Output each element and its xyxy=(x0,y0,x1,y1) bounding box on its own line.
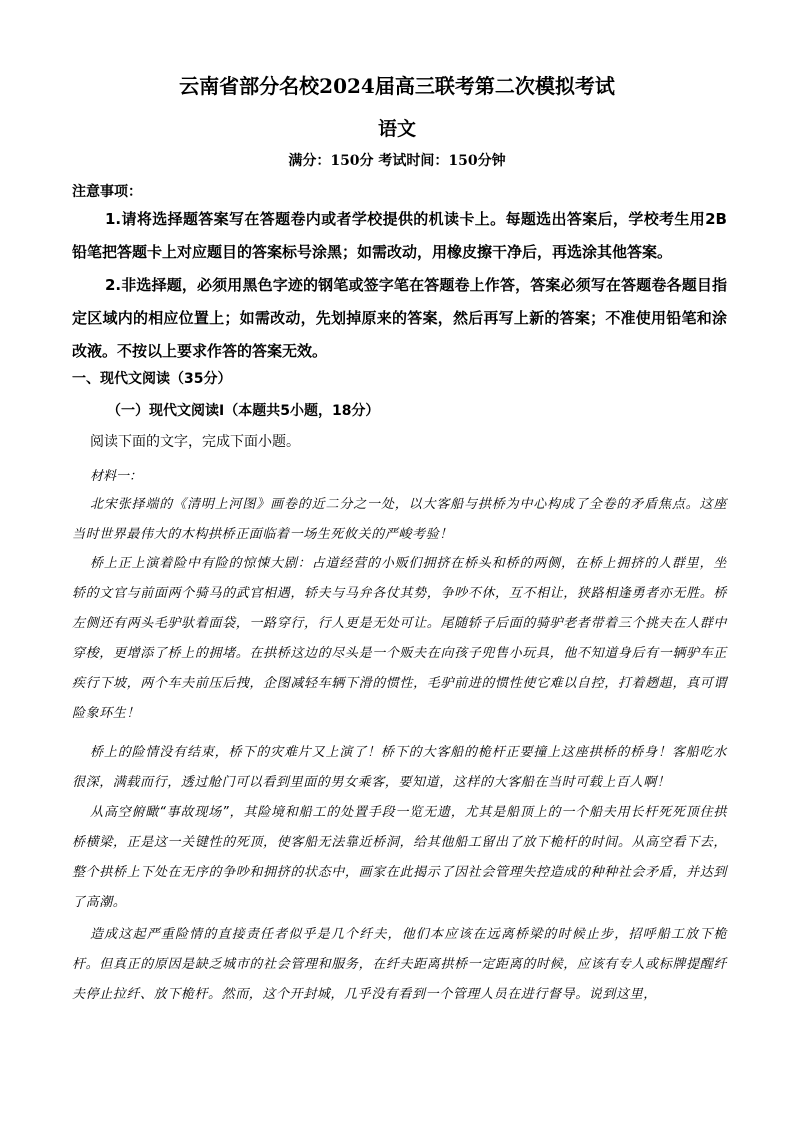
notice-heading: 注意事项： xyxy=(72,184,142,200)
passage-paragraph: 从高空俯瞰“事故现场”，其险境和船工的处置手段一览无遗，尤其是船顶上的一个船夫用长杆死死顶住拱桥横梁，正是这一关键性的死顶，使客船无法靠近桥洞，给其他船工留出了放下桅杆的时间。从高空看下去，整个拱桥上下处在无序的争吵和拥挤的状态中，画家在此揭示了因社会管理失控造成的种种社会矛盾，并达到了高潮。 xyxy=(72,805,727,910)
notice-item-1: 1.请将选择题答案写在答题卷内或者学校提供的机读卡上。每题选出答案后，学校考生用2B铅笔把答题卡上对应题目的答案标号涂黑；如需改动，用橡皮擦干净后，再选涂其他答案。 xyxy=(72,210,727,261)
material-label: 材料一： xyxy=(90,469,143,484)
subsection-heading: （一）现代文阅读Ⅰ（本题共5小题，18分） xyxy=(107,403,380,419)
reading-instruction: 阅读下面的文字，完成下面小题。 xyxy=(90,434,300,450)
exam-meta: 满分：150分 考试时间：150分钟 xyxy=(288,153,506,169)
passage-paragraph: 造成这起严重险情的直接责任者似乎是几个纤夫，他们本应该在远离桥梁的时候止步，招呼船工放下桅杆。但真正的原因是缺乏城市的社会管理和服务，在纤夫距离拱桥一定距离的时候，应该有专人或标牌提醒纤夫停止拉纤、放下桅杆。然而，这个开封城，几乎没有看到一个管理人员在进行督导。说到这里， xyxy=(72,927,727,1002)
section-heading: 一、现代文阅读（35分） xyxy=(72,371,232,387)
passage-paragraph: 桥上正上演着险中有险的惊悚大剧：占道经营的小贩们拥挤在桥头和桥的两侧，在桥上拥挤的人群里，坐轿的文官与前面两个骑马的武官相遇，轿夫与马弁各仗其势，争吵不休，互不相让，狭路相逢勇者亦无胜。桥左侧还有两头毛驴驮着面袋，一路穿行，行人更是无处可让。尾随轿子后面的骑驴老者带着三个挑夫在人群中穿梭，更增添了桥上的拥堵。在拱桥这边的尽头是一个贩夫在向孩子兜售小玩具，他不知道身后有一辆驴车正疾行下坡，两个车夫前压后拽，企图减轻车辆下滑的惯性，毛驴前进的惯性使它难以自控，打着趔趄，真可谓险象环生！ xyxy=(72,556,727,721)
passage-paragraph: 桥上的险情没有结束，桥下的灾难片又上演了！桥下的大客船的桅杆正要撞上这座拱桥的桥身！客船吃水很深，满载而行，透过舱门可以看到里面的男女乘客，要知道，这样的大客船在当时可载上百人啊！ xyxy=(72,745,727,790)
subject-title: 语文 xyxy=(377,118,416,140)
notice-item-2: 2.非选择题，必须用黑色字迹的钢笔或签字笔在答题卷上作答，答案必须写在答题卷各题目指定区域内的相应位置上；如需改动，先划掉原来的答案，然后再写上新的答案；不准使用铅笔和涂改液。不按以上要求作答的答案无效。 xyxy=(72,276,727,360)
exam-title: 云南省部分名校2024届高三联考第二次模拟考试 xyxy=(179,74,615,98)
passage-paragraph: 北宋张择端的《清明上河图》画卷的近二分之一处，以大客船与拱桥为中心构成了全卷的矛盾焦点。这座当时世界最伟大的木构拱桥正面临着一场生死攸关的严峻考验！ xyxy=(72,497,727,542)
